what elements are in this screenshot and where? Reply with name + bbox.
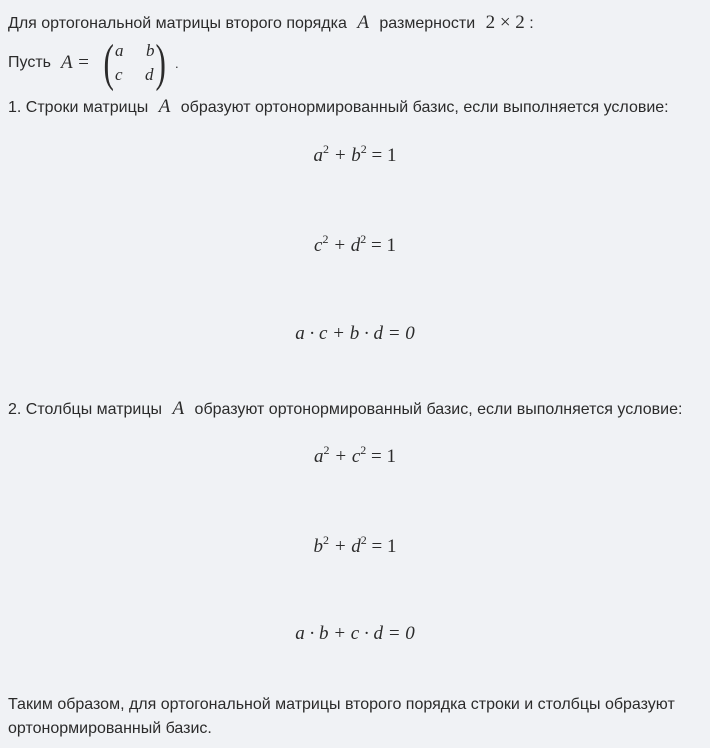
matrix-cell-b: b [146,41,155,60]
definition-end: . [175,56,179,71]
matrix-2x2 [100,35,170,92]
definition-lhs [61,52,90,74]
matrix-cell-a: a [115,41,124,60]
section2-heading [8,398,682,420]
matrix-cell-d: d [145,65,154,84]
left-paren: ( [103,35,114,92]
row-condition-1: $a^2 + b^2 = 1$ [313,142,397,166]
intro-prefix: Для ортогональной матрицы второго порядка [8,15,347,32]
section1-suffix: образуют ортонормированный базис, если выполняется условие: [180,99,669,116]
matrix-cell-c: c [115,65,123,84]
row-condition-2: $c^2 + d^2 = 1$ [314,232,396,256]
conclusion-line2: ортонормированный базис. [8,720,212,737]
intro-matrix-symbol: A [357,12,369,33]
section1-symbol: A [158,96,171,117]
section2-symbol: A [172,398,185,419]
section1-heading [8,96,669,118]
intro-line [8,12,534,34]
conclusion-line1: Таким образом, для ортогональной матрицы второго порядка строки и столбцы образуют [8,696,675,713]
row-condition-3: a · c + b · d = 0 [295,323,415,344]
intro-suffix: : [529,15,534,32]
intro-middle: размерности [379,15,476,32]
section1-prefix: 1. Строки матрицы [8,99,149,116]
section2-prefix: 2. Столбцы матрицы [8,401,163,418]
definition-lhs-text: A = [61,52,90,73]
section2-suffix: образуют ортонормированный базис, если выполняется условие: [194,401,683,418]
column-condition-3: a · b + c · d = 0 [295,623,415,644]
column-condition-1: $a^2 + c^2 = 1$ [314,443,396,467]
definition-label: Пусть [8,54,51,71]
intro-size: 2 × 2 [485,12,525,33]
right-paren: ) [155,35,166,92]
column-condition-2: $b^2 + d^2 = 1$ [313,533,397,557]
